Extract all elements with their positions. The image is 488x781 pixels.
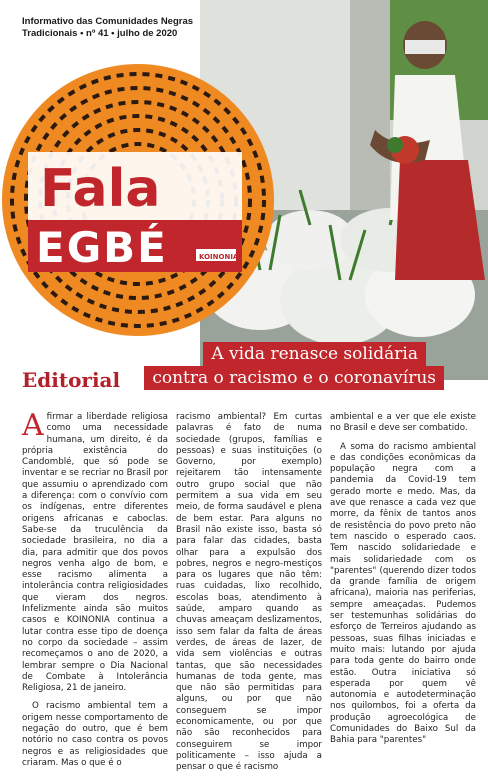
editorial-paragraph: O racismo ambiental tem a origem nesse comportamento de negação do outro, que é bem notório no caso contra os povos negros e as religiosidades que criaram. Mas o que é o xyxy=(22,701,168,768)
masthead-line-1: Informativo das Comunidades Negras xyxy=(22,16,194,27)
editorial-paragraph xyxy=(22,408,168,694)
drop-cap: A xyxy=(22,408,44,443)
editorial-column-1 xyxy=(22,408,168,776)
logo-sun-icon xyxy=(0,50,290,350)
photo-caption-line-2: contra o racismo e o coronavírus xyxy=(144,366,444,390)
editorial-column-2 xyxy=(176,412,322,781)
editorial-paragraph: ambiental e a ver que ele existe no Brasil e deve ser combatido. xyxy=(330,412,476,434)
photo-caption-line-1: A vida renasce solidária xyxy=(203,342,426,366)
editorial-paragraph-text: firmar a liberdade religiosa como uma necessidade humana, um direito, é da própria existência do Candomblé, que só pode se inventar e se recriar no Brasil por que assumiu o aprendizado com a diferença: com o convívio com os indígenas, entre diferentes origens africanas e caboclas. Sabe-se da truculência da sociedade brasileira, no dia a dia, para admitir que dos povos negros venha algo de bom, e esse racismo alimenta a intolerância contra religiosidades que vieram dos negros. Infelizmente ainda são muitos casos e KOINONIA continua a lutar contra esse tipo de doença no corpo da sociedade – assim recomeçamos o ano de 2020, a lembrar sempre o Dia Nacional de Combate à Intolerância Religiosa, 21 de janeiro. xyxy=(22,412,168,694)
masthead-info xyxy=(22,16,212,40)
editorial-title: Editorial xyxy=(22,368,121,392)
editorial-column-3 xyxy=(330,412,476,754)
editorial-paragraph: racismo ambiental? Em curtas palavras é fato de numa sociedade (grupos, famílias e pessoas) e suas instituições (o Governo, por exemplo) rejeitarem tão intensamente outro grupo social que não permitem a sua vida em seu meio, de forma saudável e plena de bem estar. Para alguns no Brasil não existe isso, basta só para falar das cidades, basta olhar para a expulsão dos pobres, negros e negro-mestiços para os lugares que não têm: ruas cuidadas, lixo recolhido, escolas boas, atendimento à saúde, amparo quando as chuvas ameaçam deslizamentos, isso sem falar da falta de áreas verdes, de áreas de lazer, de vida sem violências e outras tantas, que são necessidades humanas de toda gente, mas que não são permitidas para alguns, ou por que não conseguem se impor economicamente, ou por que não são reconhecidos para conseguirem se impor politicamente – isso ajuda a pensar o que é racismo xyxy=(176,412,322,773)
logo-word-egbe: EGBÉ xyxy=(36,223,168,272)
logo-word-fala: Fala xyxy=(40,159,161,219)
editorial-paragraph: A soma do racismo ambiental e das condições econômicas da população negra com a pandemia da Covid-19 tem gerado morte e medo. Mas, da ave que renasce a cada vez que morre, da fênix de tantos anos de resistência do povo preto não tem nascido o esperado caos. Tem nascido solidariedade e mais solidariedade com os "parentes" (querendo dizer todos da grande família de origem africana), maioria nas periferias, sempre ameaçadas. Pudemos ser testemunhas solidárias do esforço de Terreiros ajudando as pessoas, suas filhas iniciadas e muito mais: lutando por ajuda para toda gente do bairro onde estão. Outra iniciativa só esperada por quem vê autonomia e autodeterminação nos quilombos, foi a oferta da produção agroecológica de Comunidades do Baixo Sul da Bahia para "parentes" xyxy=(330,441,476,746)
masthead-line-2: Tradicionais • nº 41 • julho de 2020 xyxy=(22,28,178,39)
logo-brand-koinonia: KOINONIA xyxy=(199,253,239,261)
fala-egbe-logo xyxy=(0,50,290,350)
